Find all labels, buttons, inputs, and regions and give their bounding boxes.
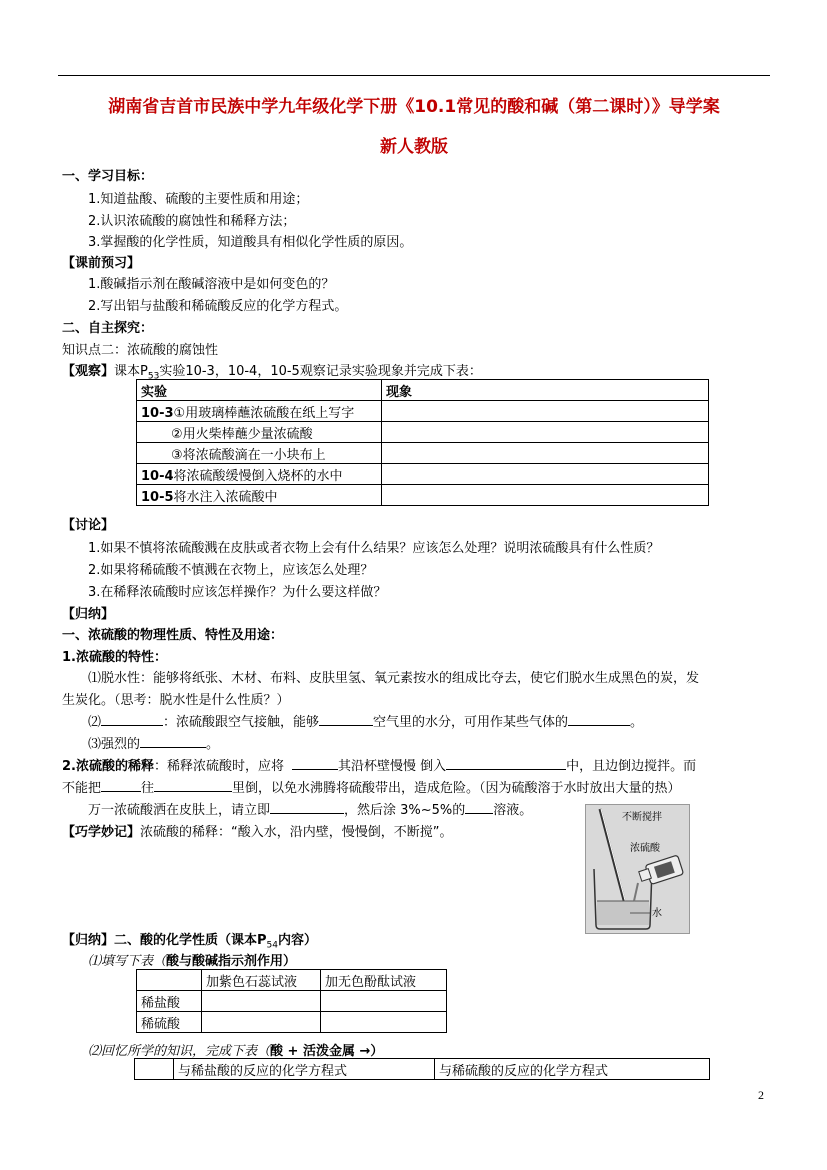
table-header-row [135,1059,710,1080]
phenomenon-cell[interactable] [382,485,709,506]
mnemonic-text: 浓硫酸的稀释：“酸入水，沿内壁，慢慢倒，不断搅”。 [140,825,453,840]
discussion-item: 3.在稀释浓硫酸时应该怎样操作？为什么要这样做？ [88,585,387,600]
knowledge-point: 知识点二：浓硫酸的腐蚀性 [62,343,219,358]
phenomenon-cell[interactable] [382,422,709,443]
header-empty [135,1059,174,1080]
table-row [137,991,447,1012]
dilution-line3: 万一浓硫酸洒在皮肤上，请立即 ，然后涂 3%~5%的 溶液。 [88,799,532,818]
dilution-line1: 2.浓硫酸的稀释：稀释浓硫酸时，应将 其沿杯壁慢慢 倒入 中，且边倒边搅拌。而 [62,755,696,774]
header-h2so4: 与稀硫酸的反应的化学方程式 [435,1059,710,1080]
answer-blank[interactable] [101,778,141,792]
acid-name-cell: 稀盐酸 [137,991,202,1012]
table-row [137,422,709,443]
property-dehydration: ⑴脱水性：能够将纸张、木材、布料、皮肤里氢、氧元素按水的组成比夺去，使它们脱水生成黑色的炭，发 [88,671,700,686]
dilution-figure [585,804,690,934]
experiment-cell: 10-5将水注入浓硫酸中 [137,485,382,506]
observe-page-sub: 53 [147,371,160,382]
property-hygroscopic-line: ⑵ ：浓硫酸跟空气接触，能够 空气里的水分，可用作某些气体的 。 [88,711,643,730]
discussion-heading: 【讨论】 [62,518,115,533]
acid-name-cell: 稀硫酸 [137,1012,202,1033]
observe-text-rest: 实验10-3，10-4，10-5观察记录实验现象并完成下表： [159,364,482,379]
answer-blank[interactable] [101,712,163,726]
answer-blank[interactable] [319,712,373,726]
answer-blank[interactable] [292,756,338,770]
property-heading: 1.浓硫酸的特性： [62,650,167,665]
observe-text: 课本P [114,364,148,379]
label-acid: 浓硫酸 [630,843,660,854]
table-row [137,443,709,464]
experiment-cell: 10-3①用玻璃棒蘸浓硫酸在纸上写字 [137,401,382,422]
mnemonic-line [62,821,453,840]
answer-blank[interactable] [568,712,630,726]
table-row [137,401,709,422]
phenomenon-cell[interactable] [382,443,709,464]
experiment-cell: 10-4将浓硫酸缓慢倒入烧杯的水中 [137,464,382,485]
answer-blank[interactable] [140,734,206,748]
document-title-line2: 新人教版 [380,137,448,157]
answer-blank[interactable] [270,800,344,814]
beaker-illustration [586,805,689,933]
header-hcl: 与稀盐酸的反应的化学方程式 [174,1059,435,1080]
summary-section1: 一、浓硫酸的物理性质、特性及用途： [62,628,284,643]
mnemonic-label: 【巧学妙记】 [62,825,141,840]
header-experiment: 实验 [137,380,382,401]
header-phenolphthalein: 加无色酚酞试液 [321,970,447,991]
task1-line: ⑴填写下表（酸与酸碱指示剂作用） [88,954,297,969]
discussion-item: 1.如果不慎将浓硫酸溅在皮肤或者衣物上会有什么结果？应该怎么处理？说明浓硫酸具有什么性质？ [88,541,660,556]
header-empty [137,970,202,991]
dilution-line2: 不能把 往 里倒，以免水沸腾将硫酸带出，造成危险。（因为硫酸溶于水时放出大量的热） [62,777,681,796]
page-number: 2 [758,1088,764,1102]
goal-item: 2.认识浓硫酸的腐蚀性和稀释方法； [88,214,296,229]
phenomenon-cell[interactable] [382,464,709,485]
summary-heading: 【归纳】 [62,607,115,622]
experiment-cell: ③将浓硫酸滴在一小块布上 [137,443,382,464]
preview-heading: 【课前预习】 [62,256,141,271]
answer-cell[interactable] [321,991,447,1012]
section1-heading: 一、学习目标： [62,169,154,184]
metal-reaction-table [134,1058,710,1080]
property-dehydration-cont: 生炭化。（思考：脱水性是什么性质？） [62,693,290,708]
indicator-table [136,969,447,1033]
property-corrosive-line: ⑶强烈的 。 [88,733,219,752]
preview-item: 1.酸碱指示剂在酸碱溶液中是如何变色的？ [88,277,335,292]
answer-cell[interactable] [202,991,321,1012]
observe-label: 【观察】 [62,364,115,379]
goal-item: 1.知道盐酸、硫酸的主要性质和用途； [88,192,309,207]
preview-item: 2.写出铝与盐酸和稀硫酸反应的化学方程式。 [88,299,348,314]
phenomenon-cell[interactable] [382,401,709,422]
summary2-line: 【归纳】二、酸的化学性质（课本$P_{54}$内容） [62,933,318,951]
answer-blank[interactable] [446,756,566,770]
answer-cell[interactable] [321,1012,447,1033]
discussion-item: 2.如果将稀硫酸不慎溅在衣物上，应该怎么处理？ [88,563,374,578]
section2-heading: 二、自主探究： [62,321,154,336]
header-phenomenon: 现象 [382,380,709,401]
table-header-row [137,970,447,991]
table-row [137,1012,447,1033]
label-stir: 不断搅拌 [622,812,662,823]
header-litmus: 加紫色石蕊试液 [202,970,321,991]
answer-blank[interactable] [154,778,232,792]
table-row [137,485,709,506]
answer-cell[interactable] [202,1012,321,1033]
experiment-cell: ②用火柴棒蘸少量浓硫酸 [137,422,382,443]
table-header-row [137,380,709,401]
header-rule [58,75,770,76]
document-title-line1: 湖南省吉首市民族中学九年级化学下册《10.1常见的酸和碱（第二课时）》导学案 [108,97,720,117]
task2-line: ⑵回忆所学的知识，完成下表（酸 + 活泼金属 →） [88,1044,384,1059]
experiment-table [136,379,709,506]
goal-item: 3.掌握酸的化学性质，知道酸具有相似化学性质的原因。 [88,235,413,250]
label-water: 水 [652,908,662,919]
answer-blank[interactable] [465,800,493,814]
table-row [137,464,709,485]
